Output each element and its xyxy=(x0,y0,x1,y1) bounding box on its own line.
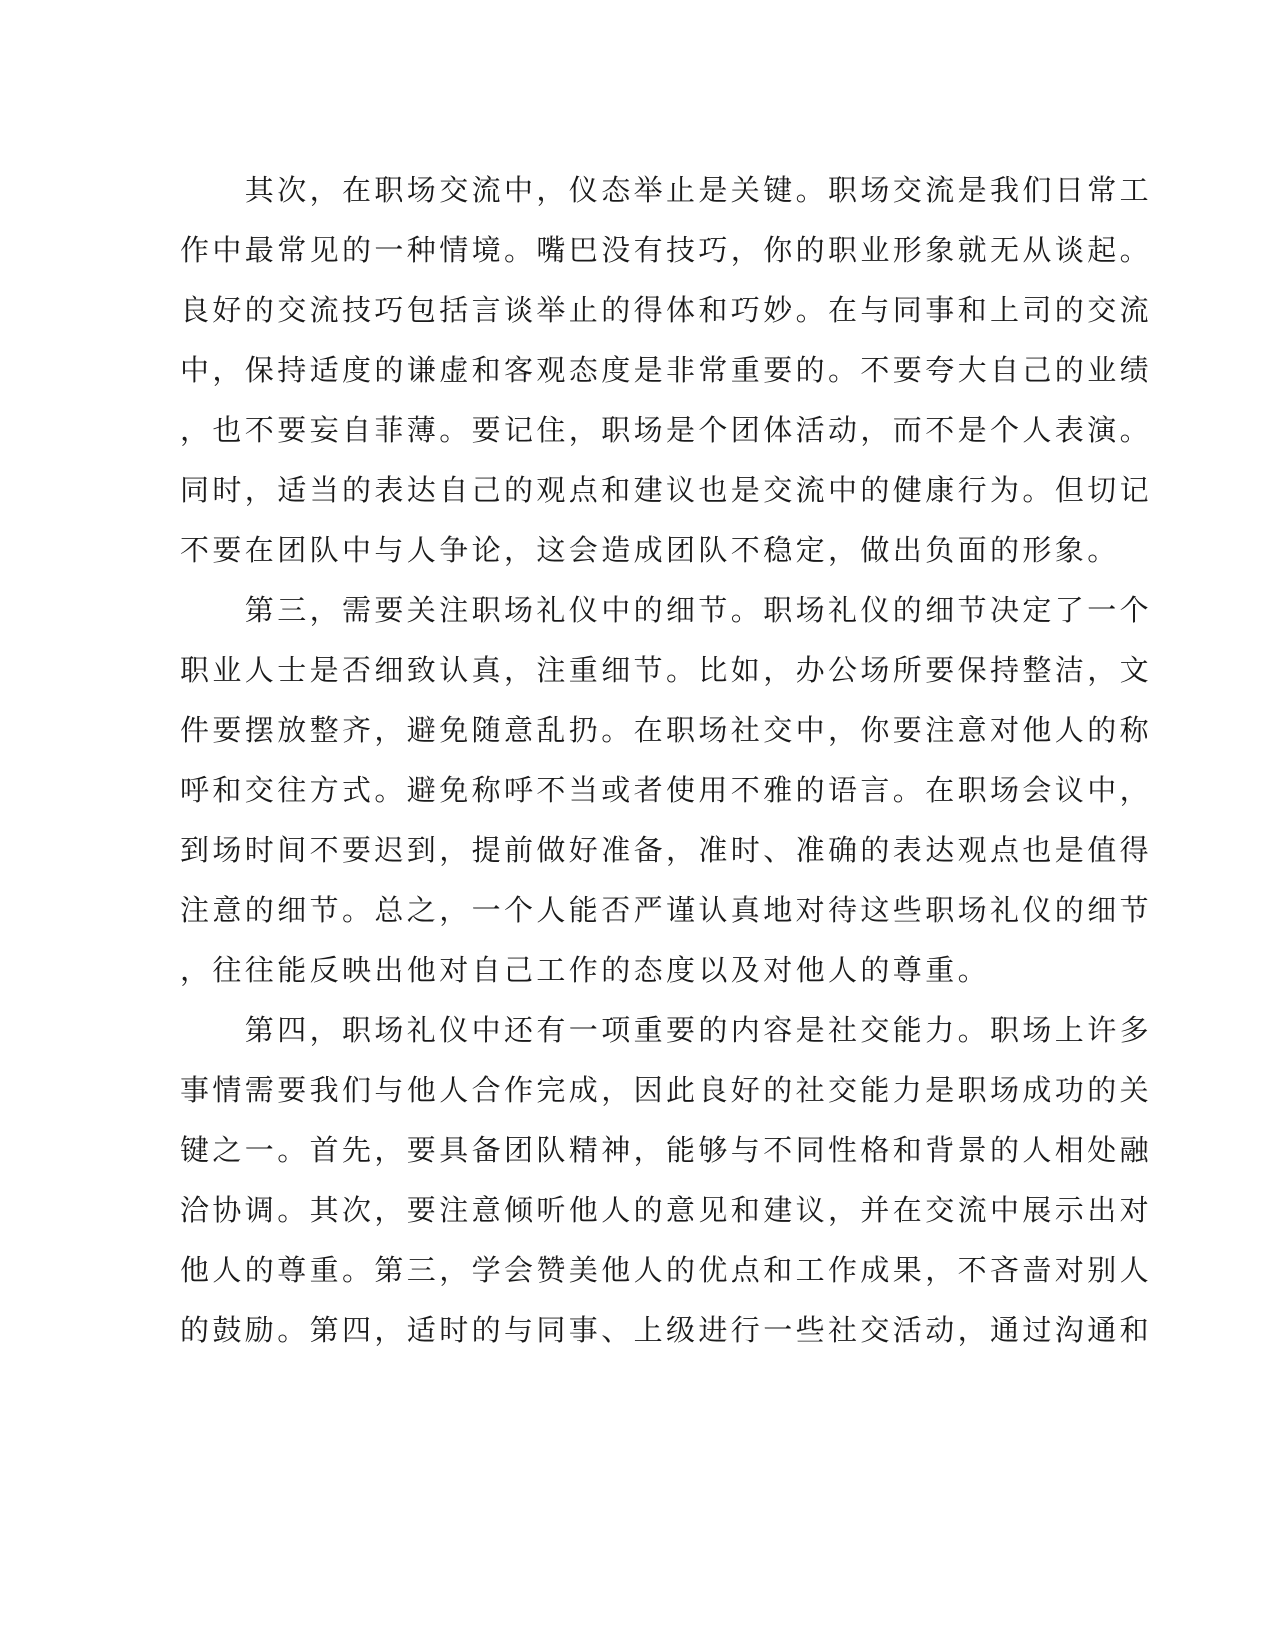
text-line: 他人的尊重。第三，学会赞美他人的优点和工作成果，不吝啬对别人 xyxy=(180,1253,1153,1287)
text-line: 第三，需要关注职场礼仪中的细节。职场礼仪的细节决定了一个 xyxy=(180,593,1153,627)
text-line: 呼和交往方式。避免称呼不当或者使用不雅的语言。在职场会议中， xyxy=(180,773,1153,807)
text-line: 作中最常见的一种情境。嘴巴没有技巧，你的职业形象就无从谈起。 xyxy=(180,233,1153,267)
text-line: 良好的交流技巧包括言谈举止的得体和巧妙。在与同事和上司的交流 xyxy=(180,293,1153,327)
text-line: 事情需要我们与他人合作完成，因此良好的社交能力是职场成功的关 xyxy=(180,1073,1153,1107)
text-line: 同时，适当的表达自己的观点和建议也是交流中的健康行为。但切记 xyxy=(180,473,1153,507)
text-line: 其次，在职场交流中，仪态举止是关键。职场交流是我们日常工 xyxy=(180,173,1153,207)
text-line: 第四，职场礼仪中还有一项重要的内容是社交能力。职场上许多 xyxy=(180,1013,1153,1047)
body-text xyxy=(180,160,1153,1360)
text-line: ，往往能反映出他对自己工作的态度以及对他人的尊重。 xyxy=(180,953,991,987)
text-line: ，也不要妄自菲薄。要记住，职场是个团体活动，而不是个人表演。 xyxy=(180,413,1153,447)
text-line: 到场时间不要迟到，提前做好准备，准时、准确的表达观点也是值得 xyxy=(180,833,1153,867)
text-line: 件要摆放整齐，避免随意乱扔。在职场社交中，你要注意对他人的称 xyxy=(180,713,1153,747)
text-line: 键之一。首先，要具备团队精神，能够与不同性格和背景的人相处融 xyxy=(180,1133,1153,1167)
text-line: 的鼓励。第四，适时的与同事、上级进行一些社交活动，通过沟通和 xyxy=(180,1313,1153,1347)
text-line: 中，保持适度的谦虚和客观态度是非常重要的。不要夸大自己的业绩 xyxy=(180,353,1153,387)
text-line: 洽协调。其次，要注意倾听他人的意见和建议，并在交流中展示出对 xyxy=(180,1193,1153,1227)
text-line: 不要在团队中与人争论，这会造成团队不稳定，做出负面的形象。 xyxy=(180,533,1120,567)
text-line: 职业人士是否细致认真，注重细节。比如，办公场所要保持整洁，文 xyxy=(180,653,1153,687)
text-line: 注意的细节。总之，一个人能否严谨认真地对待这些职场礼仪的细节 xyxy=(180,893,1153,927)
